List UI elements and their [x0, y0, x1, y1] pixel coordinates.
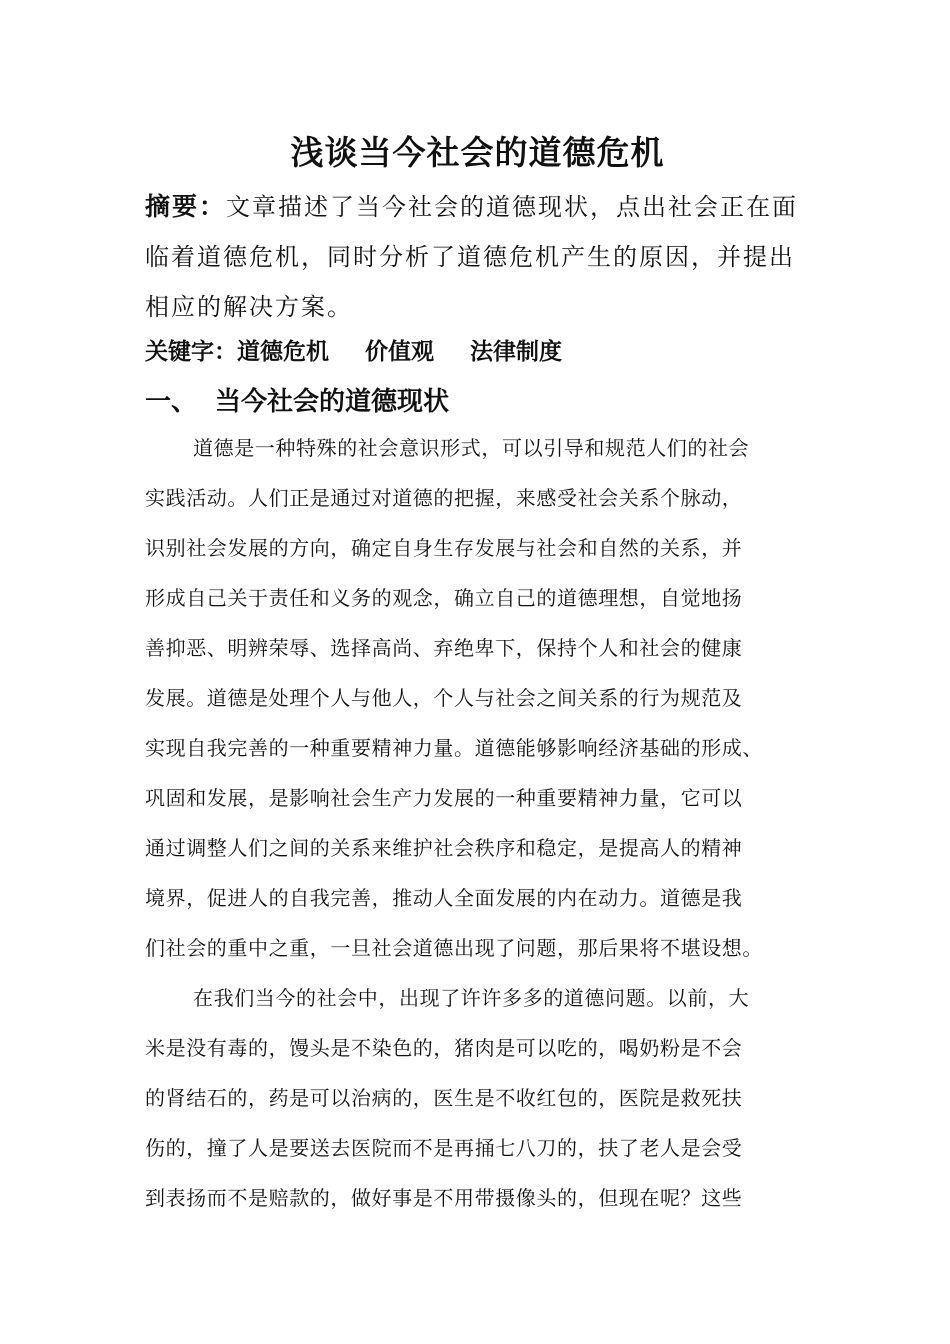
abstract-label: 摘要：	[145, 192, 227, 221]
body-text-line: 善抑恶、明辨荣辱、选择高尚、弃绝卑下，保持个人和社会的健康	[145, 636, 743, 660]
keyword-item: 道德危机	[237, 339, 329, 365]
section-title: 当今社会的道德现状	[215, 387, 450, 417]
body-text-line: 米是没有毒的，馒头是不染色的，猪肉是可以吃的，喝奶粉是不会	[145, 1036, 743, 1060]
body-text-line: 巩固和发展，是影响社会生产力发展的一种重要精神力量，它可以	[145, 786, 743, 810]
body-text-line: 发展。道德是处理个人与他人，个人与社会之间关系的行为规范及	[145, 686, 743, 710]
body-text-line: 形成自己关于责任和义务的观念，确立自己的道德理想，自觉地扬	[145, 586, 743, 610]
section-heading	[145, 378, 810, 426]
keyword-item: 价值观	[365, 339, 434, 365]
keyword-item: 法律制度	[470, 339, 562, 365]
body-text-line: 伤的，撞了人是要送去医院而不是再捅七八刀的，扶了老人是会受	[145, 1136, 743, 1160]
body-text-line: 实践活动。人们正是通过对道德的把握，来感受社会关系个脉动，	[145, 486, 743, 510]
body-text-line: 的肾结石的，药是可以治病的，医生是不收红包的，医院是救死扶	[145, 1086, 743, 1110]
abstract-paragraph	[145, 182, 810, 332]
body-text-line: 通过调整人们之间的关系来维护社会秩序和稳定，是提高人的精神	[145, 836, 743, 860]
body-text-line: 识别社会发展的方向，确定自身生存发展与社会和自然的关系，并	[145, 536, 743, 560]
body-text-line: 实现自我完善的一种重要精神力量。道德能够影响经济基础的形成、	[145, 736, 763, 760]
body-text-line: 境界，促进人的自我完善，推动人全面发展的内在动力。道德是我	[145, 886, 743, 910]
abstract-text: 文章描述了当今社会的道德现状，点出社会正在面临着道德危机，同时分析了道德危机产生的原因，并提出相应的解决方案。	[145, 193, 799, 321]
keywords-label: 关键字：	[145, 339, 237, 365]
document-title: 浅谈当今社会的道德危机	[290, 133, 665, 172]
keywords-line	[145, 330, 810, 374]
body-text-line: 道德是一种特殊的社会意识形式，可以引导和规范人们的社会	[193, 436, 750, 460]
section-number: 一、	[145, 387, 198, 417]
body-text-line: 到表扬而不是赔款的，做好事是不用带摄像头的，但现在呢？这些	[145, 1186, 743, 1210]
body-text-line: 在我们当今的社会中，出现了许许多多的道德问题。以前，大	[193, 986, 750, 1010]
body-text-line: 们社会的重中之重，一旦社会道德出现了问题，那后果将不堪设想。	[145, 936, 763, 960]
